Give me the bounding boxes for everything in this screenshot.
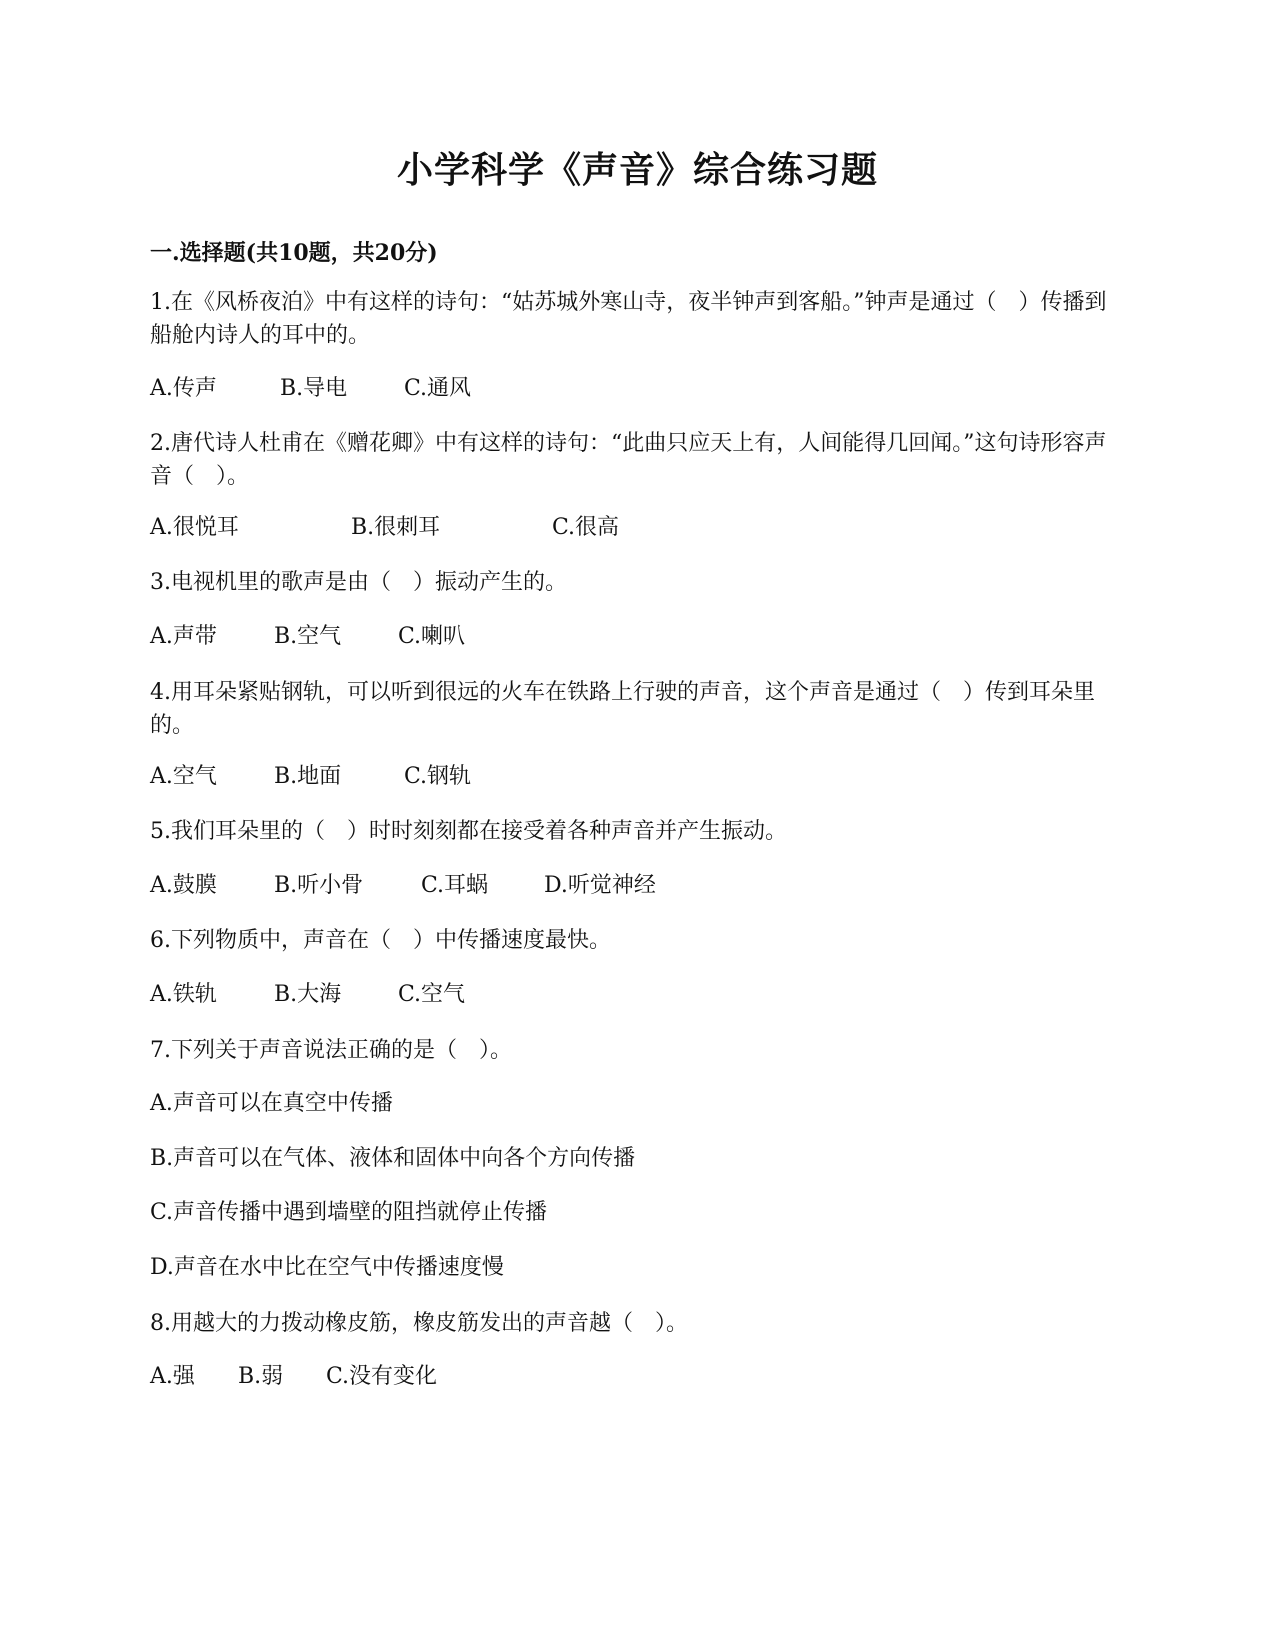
question-3: 3.电视机里的歌声是由（ ）振动产生的。 xyxy=(150,570,567,595)
option: C.耳蜗 xyxy=(421,873,489,898)
option: A.铁轨 xyxy=(150,982,217,1007)
question-7: 7.下列关于声音说法正确的是（ ）。 xyxy=(150,1038,512,1063)
question-5-options xyxy=(150,871,656,901)
question-4: 4.用耳朵紧贴钢轨，可以听到很远的火车在铁路上行驶的声音，这个声音是通过（ ）传到耳朵里的。 xyxy=(150,680,1095,738)
option: C.没有变化 xyxy=(326,1364,438,1389)
option: A.鼓膜 xyxy=(150,873,217,898)
option: C.空气 xyxy=(398,982,466,1007)
question-2: 2.唐代诗人杜甫在《赠花卿》中有这样的诗句：“此曲只应天上有，人间能得几回闻。”这句诗形容声音（ ）。 xyxy=(150,431,1107,489)
question-3-options xyxy=(150,622,465,652)
question-7-option-b: B.声音可以在气体、液体和固体中向各个方向传播 xyxy=(150,1146,636,1171)
option: B.地面 xyxy=(274,764,342,789)
option: C.钢轨 xyxy=(404,764,472,789)
option: B.弱 xyxy=(238,1364,284,1389)
option: B.很刺耳 xyxy=(351,515,441,540)
question-4-options xyxy=(150,762,471,792)
question-6-options xyxy=(150,980,465,1010)
option: B.听小骨 xyxy=(274,873,364,898)
section-heading: 一.选择题(共10题，共20分) xyxy=(150,240,438,266)
option: A.声带 xyxy=(150,624,217,649)
question-1: 1.在《风桥夜泊》中有这样的诗句：“姑苏城外寒山寺，夜半钟声到客船。”钟声是通过（ ）传播到船舱内诗人的耳中的。 xyxy=(150,290,1107,348)
option: C.喇叭 xyxy=(398,624,466,649)
question-8-options xyxy=(150,1362,437,1392)
option: A.很悦耳 xyxy=(150,515,239,540)
option: A.强 xyxy=(150,1364,195,1389)
question-8: 8.用越大的力拨动橡皮筋，橡皮筋发出的声音越（ ）。 xyxy=(150,1311,688,1336)
question-7-option-a: A.声音可以在真空中传播 xyxy=(150,1091,393,1116)
option: C.很高 xyxy=(552,515,620,540)
question-7-option-c: C.声音传播中遇到墙壁的阻挡就停止传播 xyxy=(150,1200,548,1225)
option: B.大海 xyxy=(274,982,342,1007)
document-title: 小学科学《声音》综合练习题 xyxy=(396,149,878,191)
option: C.通风 xyxy=(404,376,472,401)
question-2-options xyxy=(150,513,619,543)
option: A.空气 xyxy=(150,764,217,789)
option: A.传声 xyxy=(150,376,217,401)
question-7-option-d: D.声音在水中比在空气中传播速度慢 xyxy=(150,1255,504,1280)
option: B.导电 xyxy=(280,376,348,401)
option: D.听觉神经 xyxy=(544,873,656,898)
question-1-options xyxy=(150,374,471,404)
question-6: 6.下列物质中，声音在（ ）中传播速度最快。 xyxy=(150,928,611,953)
option: B.空气 xyxy=(274,624,342,649)
question-5: 5.我们耳朵里的（ ）时时刻刻都在接受着各种声音并产生振动。 xyxy=(150,819,787,844)
